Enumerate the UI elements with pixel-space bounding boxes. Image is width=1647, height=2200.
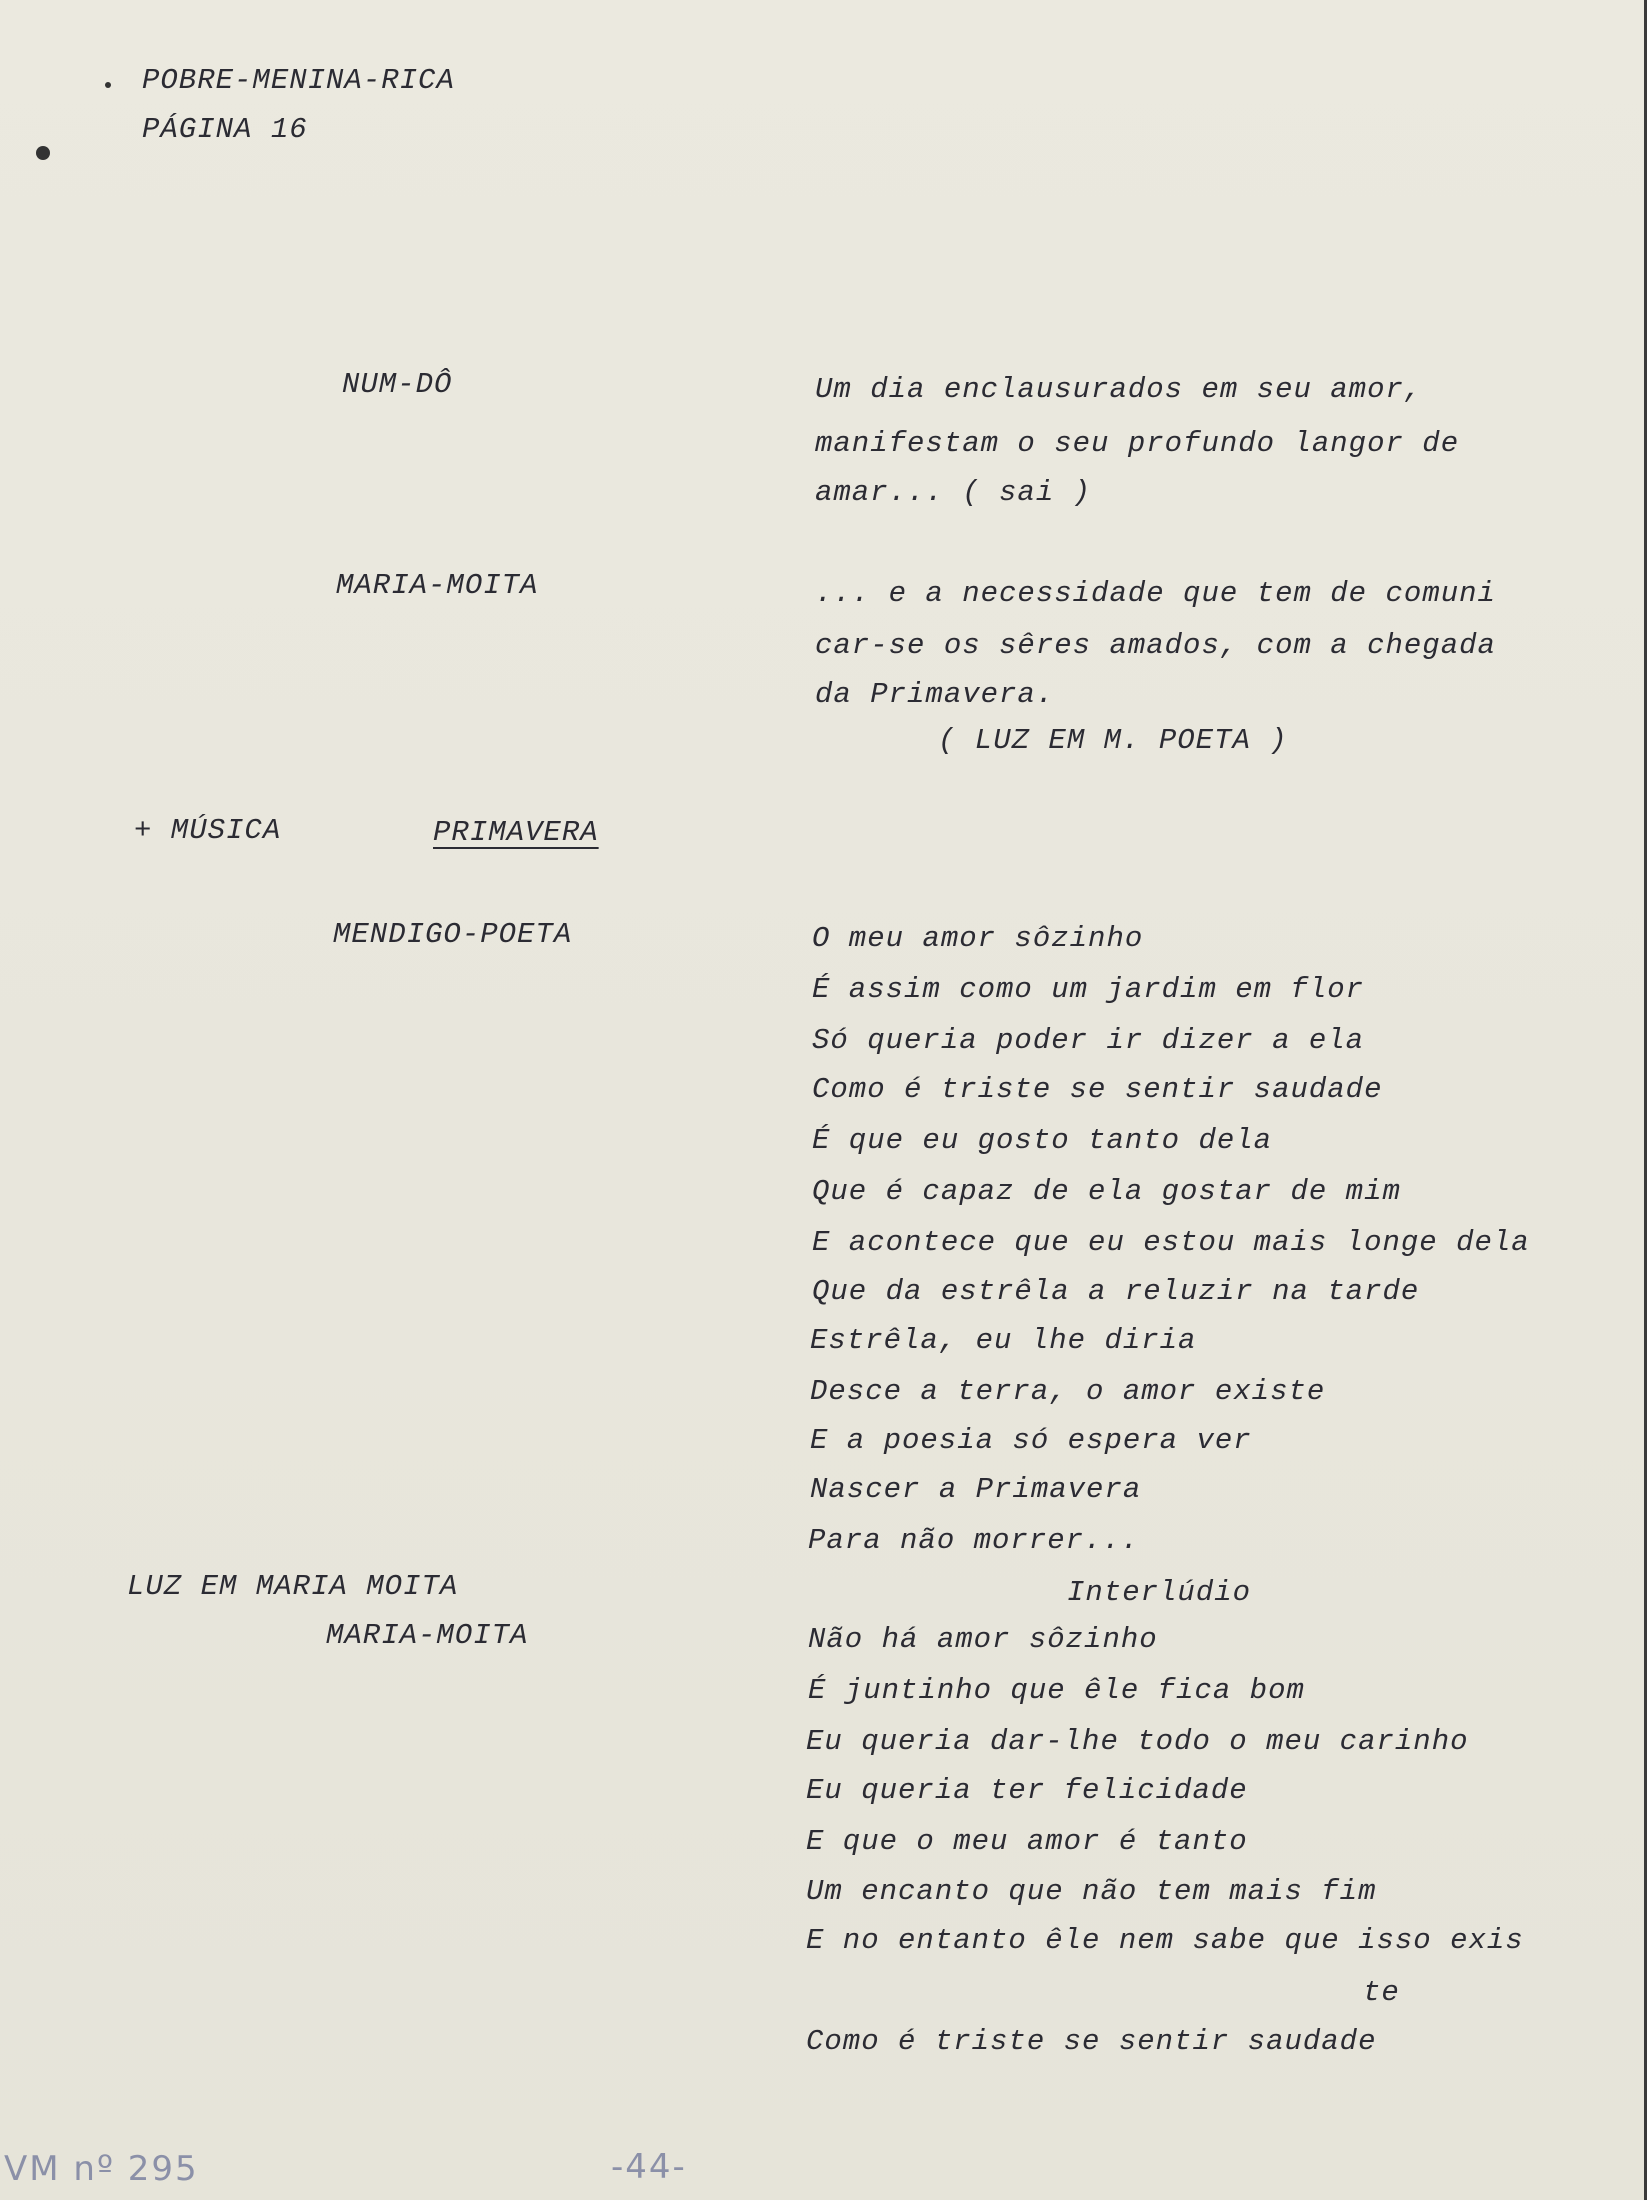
- song-line: É que eu gosto tanto dela: [812, 1124, 1273, 1157]
- song-line: Como é triste se sentir saudade: [812, 1073, 1383, 1106]
- stage-direction: ( LUZ EM M. POETA ): [938, 724, 1288, 757]
- punch-hole-mark: [36, 146, 50, 160]
- song-line: Eu queria ter felicidade: [806, 1774, 1248, 1807]
- song-line: É juntinho que êle fica bom: [808, 1674, 1305, 1707]
- dialogue-line: manifestam o seu profundo langor de: [815, 427, 1460, 460]
- song-line: Não há amor sôzinho: [808, 1623, 1158, 1656]
- light-cue: LUZ EM MARIA MOITA: [127, 1570, 459, 1603]
- speaker-mendigo-poeta: MENDIGO-POETA: [333, 918, 573, 951]
- song-line: Estrêla, eu lhe diria: [810, 1324, 1197, 1357]
- song-line-continuation: te: [1363, 1976, 1400, 2009]
- song-line: E no entanto êle nem sabe que isso exis: [806, 1924, 1524, 1957]
- song-line: Desce a terra, o amor existe: [810, 1375, 1326, 1408]
- song-line: Que da estrêla a reluzir na tarde: [812, 1275, 1420, 1308]
- dialogue-line: car-se os sêres amados, com a chegada: [815, 629, 1496, 662]
- page-number: -44-: [611, 2147, 687, 2187]
- song-line: Um encanto que não tem mais fim: [806, 1875, 1377, 1908]
- speaker-maria-moita: MARIA-MOITA: [326, 1619, 529, 1652]
- song-line: Eu queria dar-lhe todo o meu carinho: [806, 1725, 1469, 1758]
- music-title: PRIMAVERA: [433, 816, 599, 849]
- song-line: Nascer a Primavera: [810, 1473, 1142, 1506]
- dialogue-line: da Primavera.: [815, 678, 1055, 711]
- bullet-mark: [105, 82, 111, 88]
- speaker-num-do: NUM-DÔ: [342, 368, 453, 401]
- speaker-maria-moita: MARIA-MOITA: [336, 569, 539, 602]
- song-line: E acontece que eu estou mais longe dela: [812, 1226, 1530, 1259]
- song-line: Como é triste se sentir saudade: [806, 2025, 1377, 2058]
- song-line: O meu amor sôzinho: [812, 922, 1144, 955]
- song-line: Que é capaz de ela gostar de mim: [812, 1175, 1401, 1208]
- song-line: E que o meu amor é tanto: [806, 1825, 1248, 1858]
- dialogue-line: ... e a necessidade que tem de comuni: [815, 577, 1496, 610]
- song-line: Para não morrer...: [808, 1524, 1140, 1557]
- song-line: É assim como um jardim em flor: [812, 973, 1365, 1006]
- dialogue-line: Um dia enclausurados em seu amor,: [815, 373, 1423, 406]
- song-line: Só queria poder ir dizer a ela: [812, 1024, 1365, 1057]
- music-cue: + MÚSICA: [134, 814, 282, 847]
- dialogue-line: amar... ( sai ): [815, 476, 1092, 509]
- song-line: E a poesia só espera ver: [810, 1424, 1252, 1457]
- page-label: PÁGINA 16: [142, 113, 308, 146]
- handwritten-archive-note: VM nº 295: [4, 2149, 199, 2189]
- document-title: POBRE-MENINA-RICA: [142, 64, 455, 97]
- interlude-label: Interlúdio: [1067, 1576, 1252, 1609]
